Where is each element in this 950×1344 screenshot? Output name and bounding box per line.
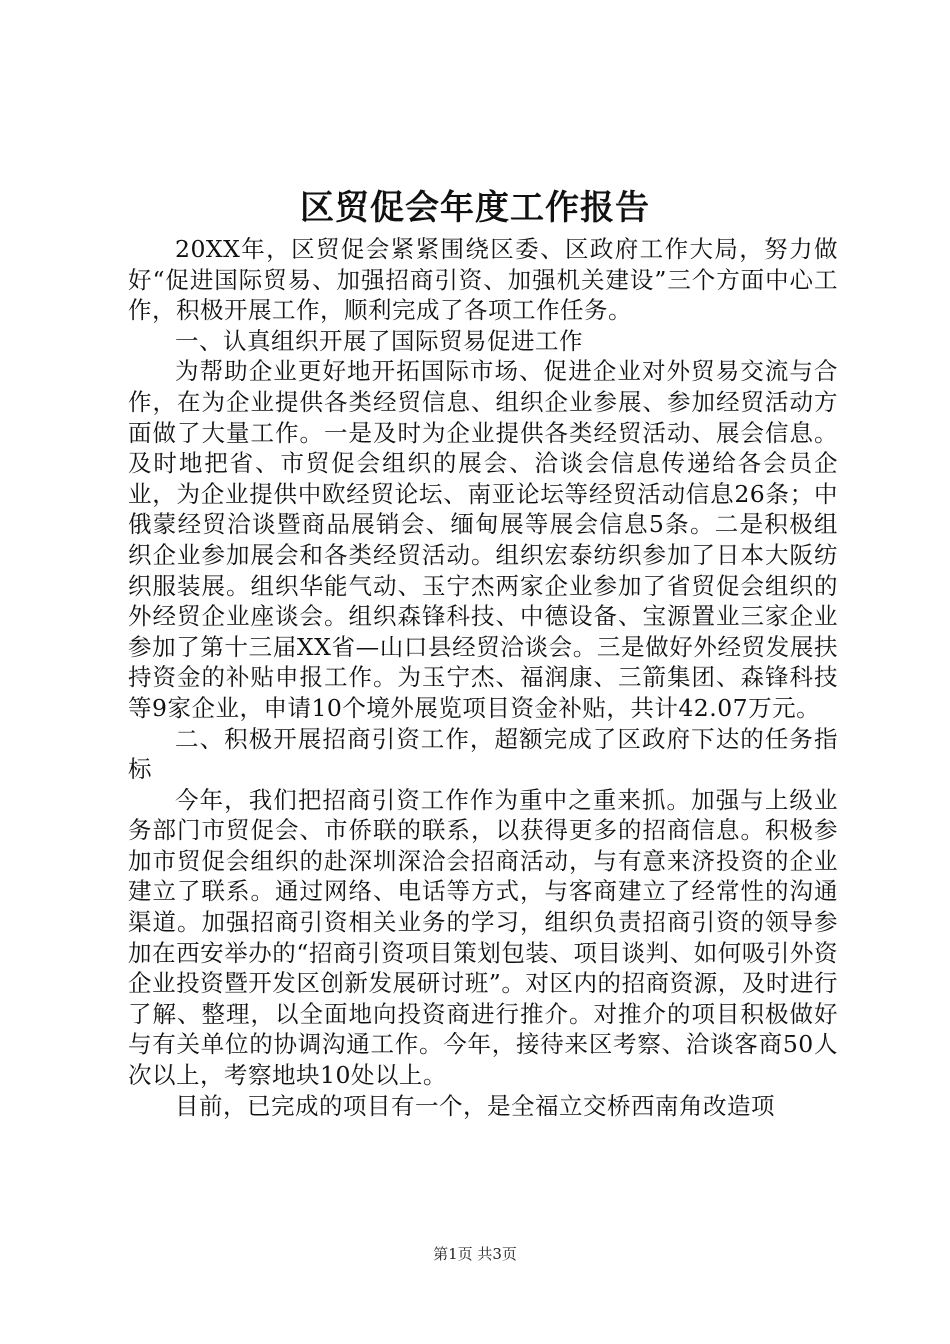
document-body	[128, 234, 838, 1121]
section-2-paragraph-continued: 目前，已完成的项目有一个，是全福立交桥西南角改造项	[175, 1091, 775, 1120]
document-title: 区贸促会年度工作报告	[300, 188, 650, 228]
section-1-paragraph: 为帮助企业更好地开拓国际市场、促进企业对外贸易交流与合作，在为企业提供各类经贸信息、组织企业参展、参加经贸活动方面做了大量工作。一是及时为企业提供各类经贸活动、展会信息。及时地把省、市贸促会组织的展会、洽谈会信息传递给各会员企业，为企业提供中欧经贸论坛、南亚论坛等经贸活动信息26条；中俄蒙经贸洽谈暨商品展销会、缅甸展等展会信息5条。二是积极组织企业参加展会和各类经贸活动。组织宏泰纺织参加了日本大阪纺织服装展。组织华能气动、玉宁杰两家企业参加了省贸促会组织的外经贸企业座谈会。组织森锋科技、中德设备、宝源置业三家企业参加了第十三届XX省—山口县经贸洽谈会。三是做好外经贸发展扶持资金的补贴申报工作。为玉宁杰、福润康、三箭集团、森锋科技等9家企业，申请10个境外展览项目资金补贴，共计42.07万元。	[128, 357, 838, 722]
section-heading-1: 一、认真组织开展了国际贸易促进工作	[175, 326, 583, 355]
intro-paragraph: 20XX年，区贸促会紧紧围绕区委、区政府工作大局，努力做好“促进国际贸易、加强招商引资、加强机关建设”三个方面中心工作，积极开展工作，顺利完成了各项工作任务。	[128, 235, 838, 325]
section-2-paragraph: 今年，我们把招商引资工作作为重中之重来抓。加强与上级业务部门市贸促会、市侨联的联系，以获得更多的招商信息。积极参加市贸促会组织的赴深圳深洽会招商活动，与有意来济投资的企业建立了联系。通过网络、电话等方式，与客商建立了经常性的沟通渠道。加强招商引资相关业务的学习，组织负责招商引资的领导参加在西安举办的“招商引资项目策划包装、项目谈判、如何吸引外资企业投资暨开发区创新发展研讨班”。对区内的招商资源，及时进行了解、整理，以全面地向投资商进行推介。对推介的项目积极做好与有关单位的协调沟通工作。今年，接待来区考察、洽谈客商50人次以上，考察地块10处以上。	[128, 785, 838, 1090]
section-heading-2: 二、积极开展招商引资工作，超额完成了区政府下达的任务指标	[128, 724, 838, 784]
page-number-footer: 第1页 共3页	[433, 1245, 517, 1263]
